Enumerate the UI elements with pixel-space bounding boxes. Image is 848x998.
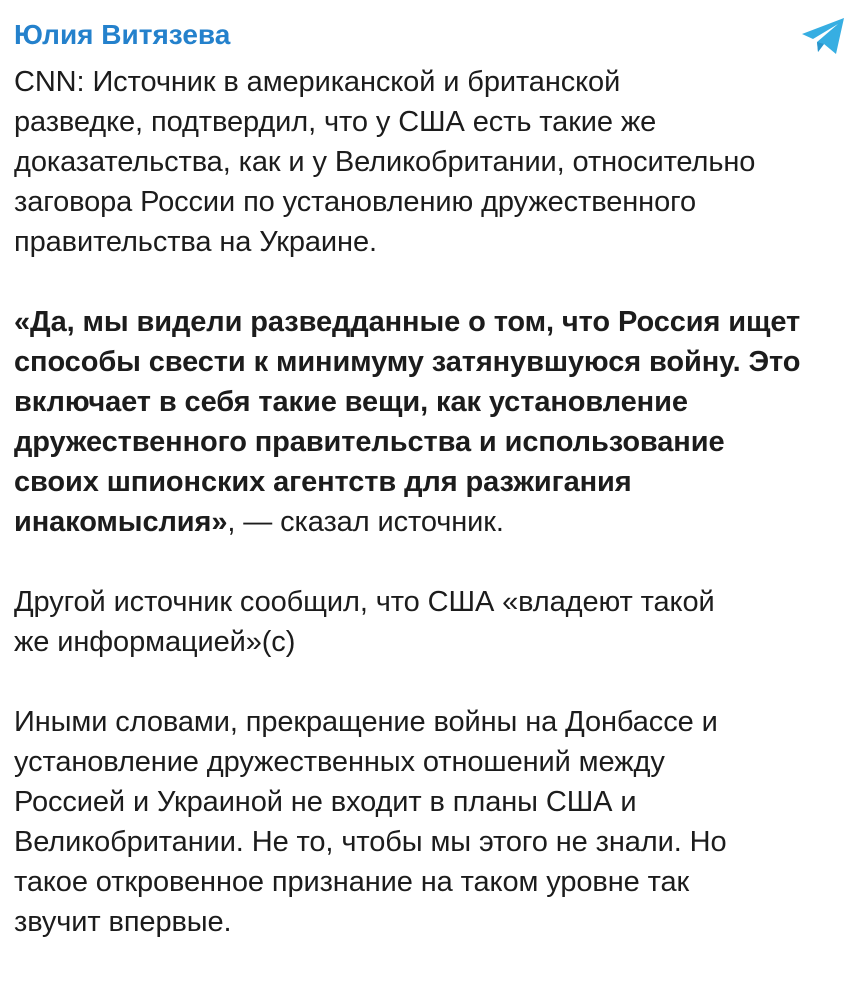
- quote-end: инакомыслия»: [14, 506, 228, 538]
- paragraph-second-source: [14, 582, 848, 662]
- channel-author-name[interactable]: Юлия Витязева: [14, 19, 231, 50]
- text-line: Россией и Украиной не входит в планы США и: [14, 786, 637, 818]
- text-line: правительства на Украине.: [14, 226, 377, 258]
- text-line: заговора России по установлению дружественного: [14, 186, 696, 218]
- text-line: же информацией»(с): [14, 626, 296, 658]
- text-line: установление дружественных отношений между: [14, 746, 665, 778]
- quote-line: своих шпионских агентств для разжигания: [14, 466, 632, 498]
- text-line: разведке, подтвердил, что у США есть такие же: [14, 106, 657, 138]
- paragraph-intro: [14, 62, 848, 262]
- text-line: CNN: Источник в американской и британской: [14, 66, 621, 98]
- text-line: такое откровенное признание на таком уровне так: [14, 866, 690, 898]
- quote-line: включает в себя такие вещи, как установление: [14, 386, 688, 418]
- quote-line: «Да, мы видели разведданные о том, что Россия ищет: [14, 306, 801, 338]
- text-line: звучит впервые.: [14, 906, 232, 938]
- quote-attribution: , — сказал источник.: [227, 506, 504, 538]
- quote-line: способы свести к минимуму затянувшуюся войну. Это: [14, 346, 801, 378]
- text-line: Великобритании. Не то, чтобы мы этого не знали. Но: [14, 826, 727, 858]
- paragraph-quote: [14, 302, 848, 542]
- telegram-icon: [800, 16, 848, 56]
- quote-final-line: [14, 502, 848, 542]
- text-line: Другой источник сообщил, что США «владеют такой: [14, 586, 715, 618]
- text-line: Иными словами, прекращение войны на Донбассе и: [14, 706, 718, 738]
- text-line: доказательства, как и у Великобритании, относительно: [14, 146, 756, 178]
- paragraph-conclusion: [14, 702, 848, 942]
- quote-line: дружественного правительства и использование: [14, 426, 725, 458]
- post-text: [14, 62, 848, 942]
